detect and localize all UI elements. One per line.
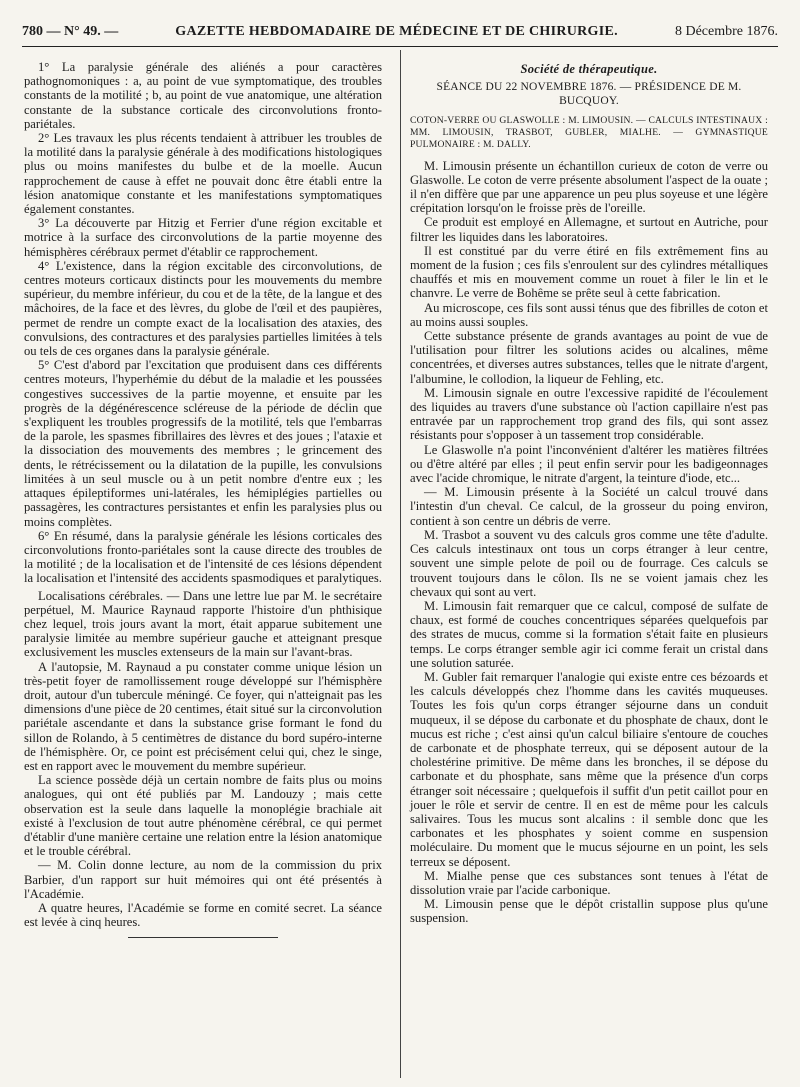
- paragraph: M. Limousin pense que le dépôt cristallin suppose plus qu'une suspension.: [410, 897, 768, 926]
- paragraph: 4° L'existence, dans la région excitable des circonvolutions, de centres moteurs corticaux distincts pour les mouvements du membre supérieur, du membre inférieur, du cou et de la tête, de la langue et des mâchoires, de la face et des lèvres, du globe de l'œil et des paupières, permet de rendre un compte exact de la localisation des ataxies, des convulsions, des contractures et des paralysies partielles limitées à tels ou tels de ces organes dans la paralysie générale.: [24, 258, 382, 359]
- paragraph: La science possède déjà un certain nombre de faits plus ou moins analogues, qui ont été publiés par M. Landouzy ; mais cette observation est la seule dans laquelle la monoplégie brachiale ait existé à l'exclusion de tout autre phénomène cérébral, ce qui permet d'établir d'une manière certaine une relation entre la lésion anatomique et le trouble cérébral.: [24, 773, 382, 859]
- page-number: 780: [22, 24, 43, 39]
- paragraph: M. Limousin signale en outre l'excessive rapidité de l'écoulement des liquides au travers d'une substance où l'action capillaire n'est pas entravée par un rapprochement trop grand des fils, qui sont assez résistants pour s'opposer à un tassement trop considérable.: [410, 385, 768, 443]
- paragraph: Ce produit est employé en Allemagne, et surtout en Autriche, pour filtrer les liquides dans les laboratoires.: [410, 215, 768, 244]
- page-number-and-issue: [22, 24, 118, 40]
- section-end-rule: [128, 937, 278, 938]
- column-divider: [400, 50, 401, 1078]
- paragraph: 2° Les travaux les plus récents tendaient à attribuer les troubles de la motilité dans la paralysie générale à des modifications histologiques plus ou moins manifestes du bulbe et de la moelle. Aucun rapprochement de cause à effet ne pouvait donc être établi entre la lésion anatomique constante et les manifestations symptomatiques également constantes.: [24, 131, 382, 217]
- paragraph-localisations: Localisations cérébrales. — Dans une lettre lue par M. le secrétaire perpétuel, M. Maurice Raynaud rapporte l'histoire d'un phthisique chez lequel, trois jours avant la mort, était apparue subitement une paralysie limitée au membre supérieur gauche et atteignant presque exclusivement les muscles extenseurs de la main sur l'avant-bras.: [24, 588, 382, 660]
- paragraph: M. Gubler fait remarquer l'analogie qui existe entre ces bézoards et les calculs développés chez l'homme dans les cavités muqueuses. Toutes les fois qu'un corps étranger séjourne dans un conduit muqueux, il se dépose du carbonate et du phosphate de chaux, dont le mucus est riche ; c'est ainsi qu'un calcul biliaire s'entoure de couches de carbonate et de phosphate terreux, qui se déposent autour de la cholestérine primitive. De même dans les bronches, il se dépose du carbonate et du phosphate, sans même que la présence d'un corps étranger soit nécessaire ; quelquefois il suffit d'un petit caillot pour en jouer le rôle et servir de centre. Il en est de même pour les calculs salivaires. Tous les mucus sont alcalins : il semble donc que les carbonates et les phosphates y soient comme en suspension moléculaire. Du moment que le mucus séjourne en un point, les sels terreux se déposent.: [410, 669, 768, 869]
- issue-date: 8 Décembre 1876.: [674, 24, 778, 39]
- left-column: [24, 60, 382, 938]
- paragraph: 5° C'est d'abord par l'excitation que produisent dans ces différents centres moteurs, l'hyperhémie du début de la maladie et les poussées congestives successives de la partie moyenne, et ensuite par les progrès de la dégénérescence scléreuse de la période de déclin que s'expliquent les troubles progressifs de la motilité, tels que l'embarras de la parole, les spasmes fibrillaires des lèvres et des joues ; l'ataxie et la dissociation des mouvements des membres ; le grincement des dents, le rétrécissement ou la dilatation de la pupille, les convulsions limitées à un seul muscle ou à un petit nombre d'entre eux ; les attaques épileptiformes uni-latérales, les hémiplégies partielles ou passagères, les contractures persistantes et enfin les paralysies plus ou moins complètes.: [24, 358, 382, 529]
- paragraph: 3° La découverte par Hitzig et Ferrier d'une région excitable et motrice à la surface des circonvolutions de la partie moyenne des hémisphères cérébraux permet d'établir ce rapprochement.: [24, 216, 382, 259]
- paragraph: Le Glaswolle n'a point l'inconvénient d'altérer les matières filtrées ou d'être altéré par elles ; il peut enfin servir pour les badigeonnages avec l'acide chromique, le nitrate d'argent, la teinture d'iode, etc...: [410, 442, 768, 486]
- paragraph: — M. Colin donne lecture, au nom de la commission du prix Barbier, d'un rapport sur huit mémoires qui ont été présentés à l'Académie.: [24, 858, 382, 901]
- paragraph: M. Limousin présente un échantillon curieux de coton de verre ou Glaswolle. Le coton de verre présente absolument l'aspect de la ouate ; il n'en diffère que par une apparence un peu plus soyeuse et une légère crépitation lorsqu'on le froisse près de l'oreille.: [410, 158, 768, 216]
- paragraph: Au microscope, ces fils sont aussi ténus que des fibrilles de coton et au moins aussi souples.: [410, 300, 768, 329]
- paragraph: Il est constitué par du verre étiré en fils extrêmement fins au moment de la fusion ; ces fils s'enroulent sur des cylindres métalliques chauffés et mis en mouvement comme un rouet à filer le lin et le chanvre. Le verre de Bohême se prête seul à cette fabrication.: [410, 243, 768, 301]
- issue-number: — N° 49. —: [46, 24, 119, 39]
- paragraph: M. Limousin fait remarquer que ce calcul, composé de sulfate de chaux, est formé de couches concentriques séparées quelquefois par des strates de mucus, comme si la formation s'était faite en plusieurs temps. Le corps étranger semble agir ici comme ferait un cristal dans une solution saturée.: [410, 598, 768, 670]
- paragraph: A quatre heures, l'Académie se forme en comité secret. La séance est levée à cinq heures.: [24, 900, 382, 930]
- section-title: Société de thérapeutique.: [520, 62, 658, 76]
- paragraph: 6° En résumé, dans la paralysie générale les lésions corticales des circonvolutions fronto-pariétales sont la cause directe des troubles de la motilité ; de la localisation et de l'intensité de ces lésions dépendent la localisation et l'intensité des accidents spasmodiques et paralytiques.: [24, 528, 382, 586]
- header-rule: [22, 46, 778, 47]
- session-summary: COTON-VERRE OU GLASWOLLE : M. LIMOUSIN. — CALCULS INTESTINAUX : MM. LIMOUSIN, TRASBOT, GUBLER, MIALHE. — GYMNASTIQUE PULMONAIRE : M. DALLY.: [410, 114, 768, 150]
- paragraph: M. Mialhe pense que ces substances sont tenues à l'état de dissolution vraie par l'acide carbonique.: [410, 868, 768, 897]
- paragraph: Cette substance présente de grands avantages au point de vue de l'utilisation pour filtrer les solutions acides ou alcalines, même concentrées, et diverses autres substances, telles que le nitrate d'argent, l'albumine, le collodion, la liqueur de Fehling, etc.: [410, 329, 768, 386]
- paragraph: A l'autopsie, M. Raynaud a pu constater comme unique lésion un très-petit foyer de ramollissement rouge développé sur l'hémisphère droit, autour d'un tubercule méningé. Ce foyer, qui n'atteignait pas les dimensions d'une pièce de 20 centimes, était situé sur la circonvolution pariétale ascendante et dans la substance grise formant le fond du sillon de Rolando, à 5 centimètres de distance du bord supéro-interne de l'hémisphère. Or, ce point est précisément celui qui, chez le singe, est en rapport avec le mouvement du membre supérieur.: [24, 659, 382, 773]
- paragraph: — M. Limousin présente à la Société un calcul trouvé dans l'intestin d'un cheval. Ce calcul, de la grosseur du poing environ, contient à son centre un débris de verre.: [410, 485, 768, 528]
- seance-line: SÉANCE DU 22 NOVEMBRE 1876. — PRÉSIDENCE DE M. BUCQUOY.: [436, 81, 742, 108]
- right-column: [410, 60, 768, 926]
- page-header: [22, 24, 778, 40]
- paragraph: 1° La paralysie générale des aliénés a pour caractères pathognomoniques : a, au point de vue symptomatique, des troubles constants de la motilité ; b, au point de vue anatomique, une altération constante de la substance corticale des circonvolutions fronto-pariétales.: [24, 60, 382, 131]
- journal-title: GAZETTE HEBDOMADAIRE DE MÉDECINE ET DE CHIRURGIE.: [175, 24, 618, 39]
- paragraph: M. Trasbot a souvent vu des calculs gros comme une tête d'adulte. Ces calculs intestinaux ont tous un corps étranger à leur centre, souvent une simple pelote de poil ou de fourrage. Ces calculs se trouvent toujours dans le côlon. Ils ne se voient jamais chez les chevaux qui sont au vert.: [410, 527, 768, 599]
